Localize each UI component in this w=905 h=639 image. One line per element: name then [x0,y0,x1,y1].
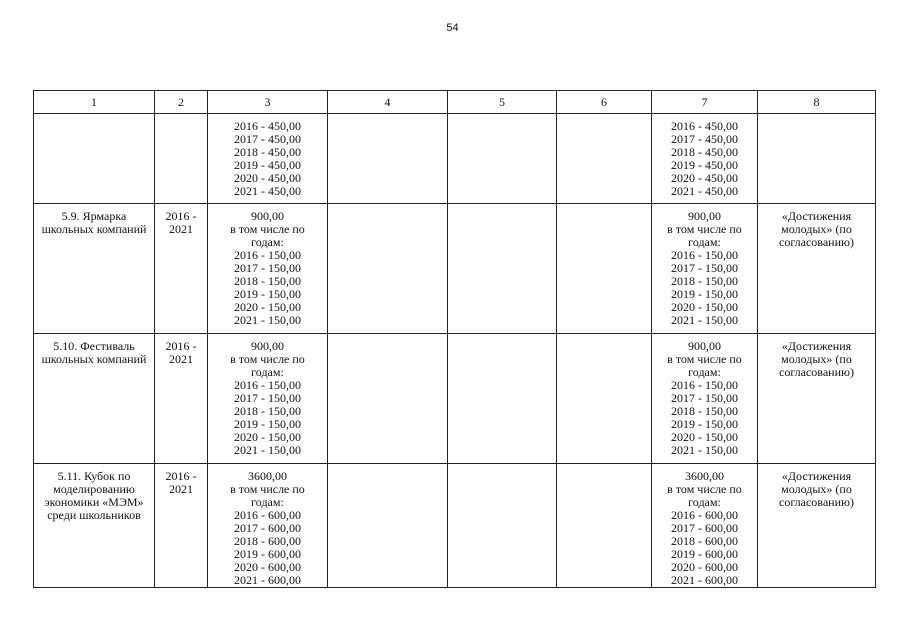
cell-line: 2019 - 150,00 [671,417,738,431]
program-table [33,90,876,588]
cell-line: 2018 - 150,00 [671,274,738,288]
cell-col-4 [328,204,448,334]
cell-col-5 [448,114,557,204]
cell-line: 2019 - 600,00 [671,547,738,561]
cell-total-funding [208,114,328,204]
cell-event [34,464,155,588]
cell-col-4 [328,464,448,588]
cell-line: 2016 - [165,209,197,223]
cell-line: 2019 - 150,00 [234,287,301,301]
cell-line: 5.11. Кубок по [57,469,131,483]
header-col-5: 5 [448,91,557,114]
cell-line: 2020 - 150,00 [234,300,301,314]
cell-line: «Достижения [781,339,852,353]
cell-line: в том числе по [230,222,305,236]
cell-line: 2018 - 450,00 [234,145,301,159]
header-row [34,91,876,114]
cell-line: 2016 - 450,00 [671,119,738,133]
cell-period [155,114,208,204]
cell-executor [758,334,876,464]
cell-line: 2021 - 150,00 [234,313,301,327]
cell-line: 2017 - 150,00 [671,261,738,275]
cell-col-5 [448,464,557,588]
cell-line: 2017 - 450,00 [234,132,301,146]
table-row-5-11 [34,464,876,588]
cell-line: 2020 - 600,00 [671,560,738,574]
cell-line: 2017 - 150,00 [234,261,301,275]
cell-line: 2019 - 150,00 [671,287,738,301]
cell-line: в том числе по [230,482,305,496]
cell-line: годам: [251,235,284,249]
cell-line: 5.10. Фестиваль [53,339,135,353]
cell-line: 2016 - [165,469,197,483]
cell-executor [758,114,876,204]
cell-line: «Достижения [781,469,852,483]
cell-line: в том числе по [667,482,742,496]
cell-line: 2018 - 600,00 [671,534,738,548]
header-col-1: 1 [34,91,155,114]
cell-line: 2021 [169,222,193,236]
cell-total-funding [208,334,328,464]
cell-line: 2017 - 150,00 [234,391,301,405]
cell-line: 2021 - 150,00 [671,313,738,327]
cell-event [34,204,155,334]
cell-line: 2016 - 150,00 [234,378,301,392]
cell-col-4 [328,334,448,464]
cell-line: 2016 - 450,00 [234,119,301,133]
cell-line: годам: [688,235,721,249]
cell-total-funding [208,204,328,334]
cell-line: годам: [251,495,284,509]
cell-line: 2019 - 450,00 [234,158,301,172]
cell-line: согласованию) [779,235,854,249]
cell-line: 5.9. Ярмарка [61,209,127,223]
cell-line: 2020 - 450,00 [234,171,301,185]
cell-col-6 [557,114,652,204]
cell-line: 3600,00 [685,469,724,483]
cell-line: в том числе по [230,352,305,366]
cell-col-6 [557,204,652,334]
cell-line: в том числе по [667,222,742,236]
cell-line: 2021 - 450,00 [234,184,301,198]
cell-line: 2021 - 150,00 [234,443,301,457]
cell-line: 2016 - 150,00 [671,248,738,262]
cell-line: 900,00 [688,209,721,223]
cell-line: 2018 - 450,00 [671,145,738,159]
header-col-6: 6 [557,91,652,114]
cell-executor [758,464,876,588]
table-row-5-9 [34,204,876,334]
cell-line: 900,00 [251,339,284,353]
cell-other-funding [652,334,758,464]
cell-line: 2016 - 150,00 [234,248,301,262]
cell-line: 2018 - 150,00 [234,274,301,288]
cell-line: 2017 - 450,00 [671,132,738,146]
table-row-continuation [34,114,876,204]
cell-line: согласованию) [779,365,854,379]
cell-line: 2017 - 150,00 [671,391,738,405]
cell-period [155,204,208,334]
header-col-8: 8 [758,91,876,114]
cell-line: 2016 - 600,00 [234,508,301,522]
cell-line: 900,00 [251,209,284,223]
cell-line: 2021 - 600,00 [671,573,738,587]
cell-line: согласованию) [779,495,854,509]
cell-period [155,464,208,588]
cell-line: 2020 - 600,00 [234,560,301,574]
cell-line: 3600,00 [248,469,287,483]
cell-line: 2016 - [165,339,197,353]
cell-line: школьных компаний [41,352,147,366]
header-col-2: 2 [155,91,208,114]
cell-line: 2018 - 600,00 [234,534,301,548]
cell-line: 2016 - 600,00 [671,508,738,522]
cell-line: «Достижения [781,209,852,223]
cell-line: годам: [688,365,721,379]
cell-line: 2019 - 600,00 [234,547,301,561]
cell-col-5 [448,204,557,334]
cell-line: 2021 - 600,00 [234,573,301,587]
cell-line: годам: [251,365,284,379]
cell-line: 2021 [169,482,193,496]
cell-line: 2021 - 450,00 [671,184,738,198]
cell-line: среди школьников [47,508,141,522]
cell-line: 2018 - 150,00 [234,404,301,418]
cell-col-6 [557,334,652,464]
cell-line: 2020 - 150,00 [671,300,738,314]
cell-total-funding [208,464,328,588]
cell-col-6 [557,464,652,588]
cell-line: 2019 - 450,00 [671,158,738,172]
cell-line: 2020 - 150,00 [234,430,301,444]
cell-line: школьных компаний [41,222,147,236]
cell-line: молодых» (по [781,352,852,366]
cell-line: 2019 - 150,00 [234,417,301,431]
cell-line: молодых» (по [781,222,852,236]
header-col-3: 3 [208,91,328,114]
cell-line: 2016 - 150,00 [671,378,738,392]
cell-other-funding [652,204,758,334]
cell-line: экономики «МЭМ» [44,495,144,509]
cell-line: моделированию [53,482,135,496]
header-col-4: 4 [328,91,448,114]
cell-other-funding [652,114,758,204]
cell-line: в том числе по [667,352,742,366]
table-row-5-10 [34,334,876,464]
cell-line: 2018 - 150,00 [671,404,738,418]
cell-line: 2021 - 150,00 [671,443,738,457]
cell-line: 2020 - 450,00 [671,171,738,185]
cell-event [34,114,155,204]
page-number: 54 [446,22,459,34]
cell-line: 2021 [169,352,193,366]
cell-executor [758,204,876,334]
cell-line: 900,00 [688,339,721,353]
cell-period [155,334,208,464]
cell-other-funding [652,464,758,588]
cell-col-5 [448,334,557,464]
cell-event [34,334,155,464]
cell-line: 2017 - 600,00 [671,521,738,535]
header-col-7: 7 [652,91,758,114]
cell-col-4 [328,114,448,204]
cell-line: 2017 - 600,00 [234,521,301,535]
cell-line: молодых» (по [781,482,852,496]
cell-line: 2020 - 150,00 [671,430,738,444]
cell-line: годам: [688,495,721,509]
